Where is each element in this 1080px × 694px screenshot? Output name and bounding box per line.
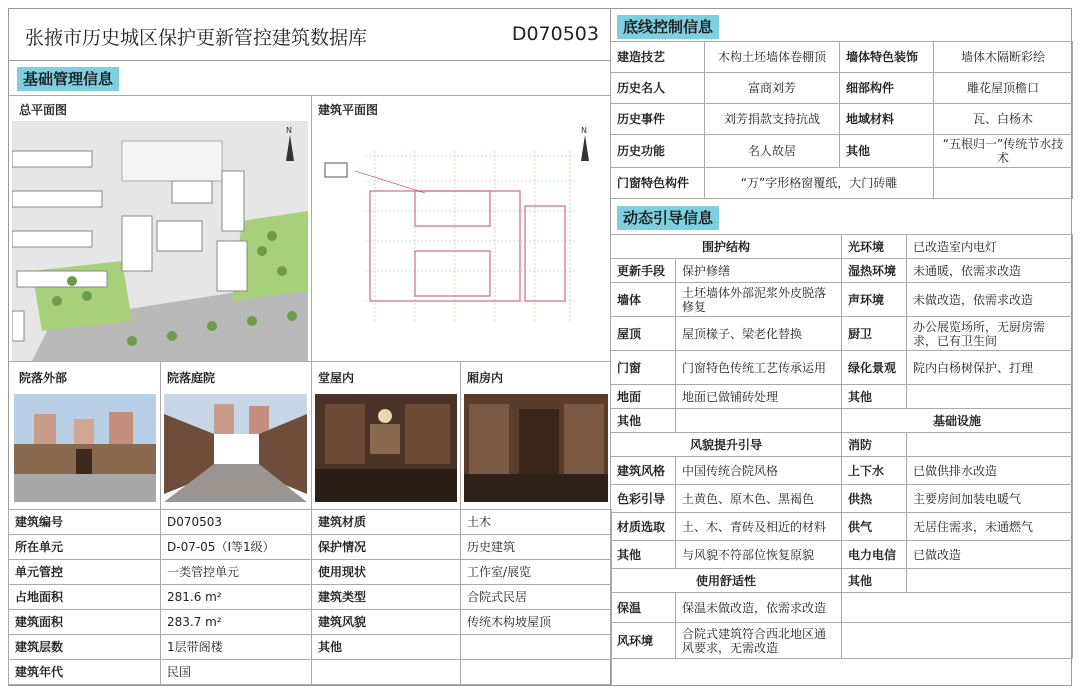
group-title: 使用舒适性 [611,569,842,593]
baseline-key: 地域材料 [840,104,934,135]
enclosure-key: 更新手段 [611,259,676,283]
baseline-key: 门窗特色构件 [611,168,705,199]
style-key: 其他 [611,541,676,569]
section-dynamic: 动态引导信息 [617,206,719,230]
table-row [9,660,612,685]
table-row [611,135,1073,168]
table-row [611,235,1073,259]
env-value: 未通暖，依需求改造 [907,259,1073,283]
env-key: 绿化景观 [842,351,907,385]
comfort-value: 合院式建筑符合西北地区通风要求，无需改造 [676,623,842,659]
info-value: 工作室/展览 [461,560,612,585]
info-value: 合院式民居 [461,585,612,610]
table-row [611,351,1073,385]
floor-plan-image [315,121,607,361]
info-key: 建筑层数 [9,635,161,660]
table-row [611,485,1073,513]
enclosure-key: 墙体 [611,283,676,317]
baseline-value: 雕花屋顶檐口 [934,73,1073,104]
enclosure-value: 土坯墙体外部泥浆外皮脱落修复 [676,283,842,317]
info-value: 一类管控单元 [161,560,312,585]
table-row [611,623,1073,659]
style-value: 土、木、青砖及相近的材料 [676,513,842,541]
svg-text:N: N [286,126,292,135]
info-key: 占地面积 [9,585,161,610]
table-row [9,635,612,660]
infra-value [907,569,1073,593]
info-key: 保护情况 [312,535,461,560]
table-row [611,317,1073,351]
baseline-key: 历史事件 [611,104,705,135]
infra-value: 已做供排水改造 [907,457,1073,485]
divider [311,361,312,509]
group-title: 基础设施 [842,409,1073,433]
info-key: 单元管控 [9,560,161,585]
infra-value: 已做改造 [907,541,1073,569]
site-plan-image [12,121,308,361]
section-baseline: 底线控制信息 [617,15,719,39]
info-key: 建筑材质 [312,510,461,535]
style-key: 建筑风格 [611,457,676,485]
info-value: D070503 [161,510,312,535]
enclosure-key: 其他 [611,409,676,433]
enclosure-value [676,409,842,433]
env-value: 未做改造，依需求改造 [907,283,1073,317]
enclosure-value: 门窗特色传统工艺传承运用 [676,351,842,385]
env-key: 光环境 [842,235,907,259]
page-title: 张掖市历史城区保护更新管控建筑数据库 [25,27,368,49]
photo-header-main-hall: 堂屋内 [318,371,355,385]
info-key: 所在单元 [9,535,161,560]
env-key: 声环境 [842,283,907,317]
svg-text:N: N [581,126,587,135]
group-title: 围护结构 [611,235,842,259]
group-title: 风貌提升引导 [611,433,842,457]
table-row [611,457,1073,485]
style-key: 色彩引导 [611,485,676,513]
table-row [611,283,1073,317]
baseline-value: “万”字形格窗覆纸，大门砖雕 [705,168,934,199]
infra-key: 上下水 [842,457,907,485]
photo-side-room [464,394,608,502]
env-key: 湿热环境 [842,259,907,283]
baseline-key: 建造技艺 [611,42,705,73]
enclosure-value: 地面已做铺砖处理 [676,385,842,409]
info-value: 281.6 m² [161,585,312,610]
divider [460,361,461,509]
table-row [611,433,1073,457]
env-key: 厨卫 [842,317,907,351]
table-row [611,409,1073,433]
table-row [611,259,1073,283]
info-key: 建筑类型 [312,585,461,610]
info-key: 建筑面积 [9,610,161,635]
infra-key: 电力电信 [842,541,907,569]
info-key: 其他 [312,635,461,660]
baseline-value: 名人故居 [705,135,840,168]
floor-plan-header: 建筑平面图 [318,103,379,117]
photo-header-exterior: 院落外部 [19,371,68,385]
building-code: D070503 [511,23,599,45]
table-row [611,104,1073,135]
infra-value: 无居住需求，未通燃气 [907,513,1073,541]
info-key: 使用现状 [312,560,461,585]
photo-main-hall [315,394,457,502]
style-key: 材质选取 [611,513,676,541]
table-row [9,585,612,610]
photo-courtyard [164,394,307,502]
empty-cell [842,623,1073,659]
baseline-value: 刘芳捐款支持抗战 [705,104,840,135]
baseline-key: 细部构件 [840,73,934,104]
env-value: 院内白杨树保护、打理 [907,351,1073,385]
baseline-key: 历史功能 [611,135,705,168]
env-key: 其他 [842,385,907,409]
infra-key: 其他 [842,569,907,593]
site-plan-header: 总平面图 [19,103,68,117]
info-key: 建筑编号 [9,510,161,535]
table-row [611,168,1073,199]
info-key: 建筑年代 [9,660,161,685]
info-value: D-07-05（Ⅰ等1级） [161,535,312,560]
section-basic-info: 基础管理信息 [17,67,119,91]
photo-header-courtyard: 院落庭院 [167,371,216,385]
info-value: 1层带阁楼 [161,635,312,660]
table-row [611,73,1073,104]
style-value: 中国传统合院风格 [676,457,842,485]
dynamic-table [610,234,1073,659]
env-value: 办公展览场所，无厨房需求，已有卫生间 [907,317,1073,351]
comfort-value: 保温未做改造，依需求改造 [676,593,842,623]
infra-key: 供热 [842,485,907,513]
photo-exterior [14,394,156,502]
baseline-key: 墙体特色装饰 [840,42,934,73]
table-row [611,569,1073,593]
divider [9,361,610,362]
table-row [611,42,1073,73]
baseline-value: “五根归一”传统节水技术 [934,135,1073,168]
baseline-value [934,168,1073,199]
divider [160,361,161,509]
info-value: 283.7 m² [161,610,312,635]
env-value [907,385,1073,409]
table-row [611,541,1073,569]
baseline-value: 墙体木隔断彩绘 [934,42,1073,73]
infra-key: 消防 [842,433,907,457]
right-panel [611,9,1071,685]
divider [9,95,610,96]
enclosure-key: 屋顶 [611,317,676,351]
info-key [312,660,461,685]
info-key: 建筑风貌 [312,610,461,635]
enclosure-value: 屋顶椽子、梁老化替换 [676,317,842,351]
enclosure-key: 门窗 [611,351,676,385]
table-row [611,593,1073,623]
comfort-key: 保温 [611,593,676,623]
database-card [8,8,1072,686]
infra-value [907,433,1073,457]
info-value: 传统木构坡屋顶 [461,610,612,635]
info-value [461,660,612,685]
env-value: 已改造室内电灯 [907,235,1073,259]
divider [311,95,312,361]
info-value: 民国 [161,660,312,685]
baseline-key: 其他 [840,135,934,168]
table-row [9,610,612,635]
table-row [9,560,612,585]
comfort-key: 风环境 [611,623,676,659]
info-value: 土木 [461,510,612,535]
style-value: 土黄色、原木色、黑褐色 [676,485,842,513]
info-value [461,635,612,660]
infra-key: 供气 [842,513,907,541]
baseline-value: 富商刘芳 [705,73,840,104]
style-value: 与风貌不符部位恢复原貌 [676,541,842,569]
baseline-key: 历史名人 [611,73,705,104]
baseline-value: 木构土坯墙体卷棚顶 [705,42,840,73]
table-row [611,513,1073,541]
enclosure-key: 地面 [611,385,676,409]
photo-header-side-room: 厢房内 [467,371,504,385]
table-row [9,510,612,535]
infra-value: 主要房间加装电暖气 [907,485,1073,513]
baseline-value: 瓦、白杨木 [934,104,1073,135]
info-value: 历史建筑 [461,535,612,560]
table-row [9,535,612,560]
baseline-table [610,41,1073,199]
title-row [9,9,611,61]
left-panel [9,9,611,685]
table-row [611,385,1073,409]
enclosure-value: 保护修缮 [676,259,842,283]
empty-cell [842,593,1073,623]
basic-info-table [8,509,612,685]
